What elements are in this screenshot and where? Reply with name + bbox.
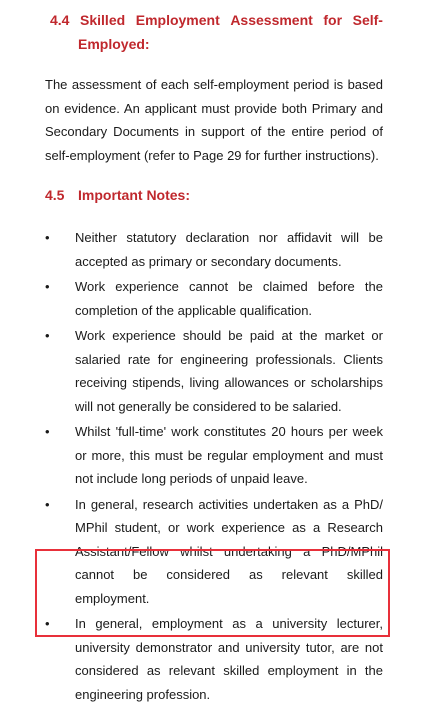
section-4-4-title-line2: Employed:: [78, 36, 150, 52]
section-4-4-heading: [50, 8, 383, 56]
title-word: for: [323, 12, 343, 28]
list-item: [0, 324, 383, 418]
section-number: 4.5: [45, 187, 65, 203]
bullet-icon: •: [45, 328, 50, 343]
list-item-text: In general, employment as a university lecturer, university demonstrator and university tutor, are not considered as relevant skilled employment in the engineering profession.: [75, 616, 383, 702]
list-item-text: Work experience should be paid at the market or salaried rate for engineering professionals. Clients receiving stipends, living allowances or scholarships will not generally be considered to be salaried.: [75, 328, 383, 414]
section-number: 4.4: [50, 12, 70, 28]
bullet-icon: •: [45, 279, 50, 294]
list-item-text: Whilst 'full-time' work constitutes 20 hours per week or more, this must be regular employment and must not include long periods of unpaid leave.: [75, 424, 383, 486]
title-word: Assessment: [230, 12, 313, 28]
section-title: Important Notes:: [78, 187, 190, 203]
list-item-text: Neither statutory declaration nor affidavit will be accepted as primary or secondary documents.: [75, 230, 383, 269]
list-item: [0, 226, 383, 273]
list-item-text: Work experience cannot be claimed before the completion of the applicable qualification.: [75, 279, 383, 318]
bullet-icon: •: [45, 496, 50, 512]
list-item-text: In general, research activities undertaken as a PhD/ MPhil student, or work experience as a Research Assistant/Fellow whilst undertaking a PhD/MPhil cannot be considered as relevant skilled employment.: [75, 496, 383, 606]
list-item: [0, 275, 383, 322]
title-word: Skilled: [80, 12, 126, 28]
section-4-5-heading: [45, 183, 190, 207]
highlight-annotation-box: [35, 549, 390, 637]
bullet-icon: •: [45, 230, 50, 245]
title-word: Self-: [352, 12, 383, 28]
bullet-icon: •: [45, 616, 50, 631]
section-4-4-title-line1: [50, 8, 383, 32]
section-4-4-body: The assessment of each self-employment period is based on evidence. An applicant must provide both Primary and Secondary Documents in support of the entire period of self-employment (refer to Page 29 for further instructions).: [45, 77, 383, 163]
bullet-icon: •: [45, 424, 50, 439]
list-item: [0, 420, 383, 491]
title-word: Employment: [135, 12, 220, 28]
